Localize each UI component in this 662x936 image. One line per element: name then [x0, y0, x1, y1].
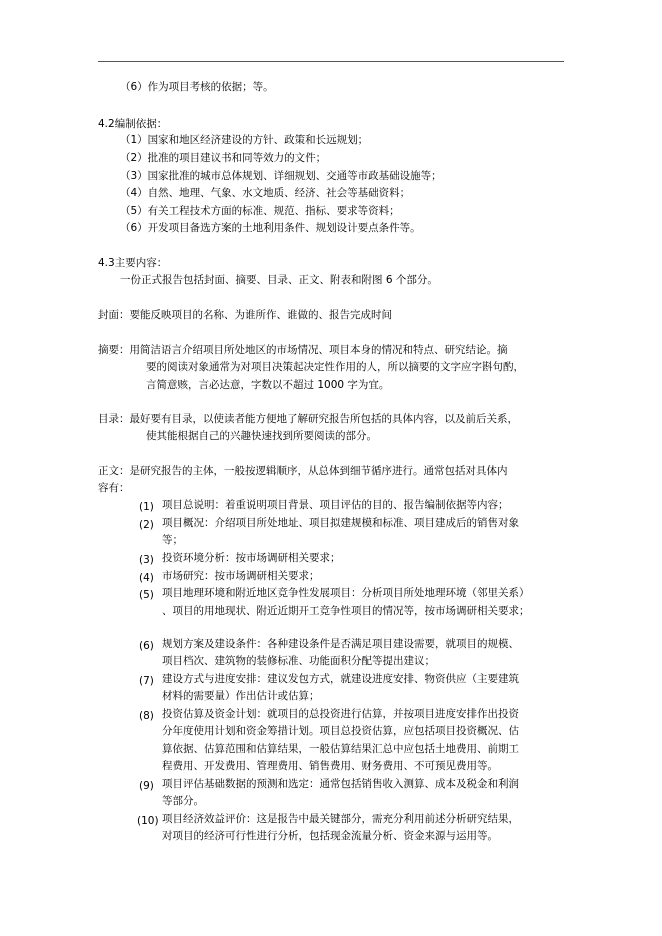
toc-line: 使其能根据自己的兴趣快速找到所要阅读的部分。 — [146, 430, 377, 442]
body-item-line: 项目评估基础数据的预测和选定：通常包括销售收入测算、成本及税金和利润 — [162, 778, 519, 790]
section-4-2-heading: 4.2编制依据： — [98, 118, 168, 130]
body-intro-line: 正文：是研究报告的主体，一般按逻辑顺序，从总体到细节循序进行。通常包括对具体内 — [98, 465, 508, 477]
body-item-line: 市场研究：按市场调研相关要求； — [162, 570, 320, 582]
basis-item: （6）开发项目备选方案的土地利用条件、规划设计要点条件等。 — [120, 222, 421, 234]
toc-line: 目录：最好要有目录，以使读者能方便地了解研究报告所包括的具体内容，以及前后关系， — [98, 413, 518, 425]
body-intro-line: 容有： — [98, 482, 130, 494]
basis-item: （4）自然、地理、气象、水文地质、经济、社会等基础资料； — [120, 187, 411, 199]
intro-item-6: （6）作为项目考核的依据；等。 — [120, 81, 274, 93]
body-item-line: 项目档次、建筑物的装修标准、功能面积分配等提出建议； — [162, 655, 435, 667]
body-item-line: 等； — [162, 534, 183, 546]
body-item-line: 项目地理环境和附近地区竞争性发展项目：分析项目所处地理环境（邻里关系） — [162, 587, 530, 599]
abstract-line: 言简意赅，言必达意，字数以不超过 1000 字为宜。 — [146, 379, 390, 391]
basis-item: （2）批准的项目建议书和同等效力的文件； — [120, 152, 327, 164]
body-item-number: (1) — [139, 501, 154, 513]
body-item-line: 材料的需要量）作出估计或估算； — [162, 690, 320, 702]
body-item-number: (4) — [139, 572, 154, 584]
section-4-3-line: 一份正式报告包括封面、摘要、目录、正文、附表和附图 6 个部分。 — [120, 274, 438, 286]
body-item-line: 算依据、估算范围和估算结果，一般估算结果汇总中应包括土地费用、前期工 — [162, 743, 519, 755]
section-4-3-heading: 4.3主要内容： — [98, 257, 168, 269]
basis-item: （5）有关工程技术方面的标准、规范、指标、要求等资料； — [120, 205, 400, 217]
body-item-number: (6) — [139, 640, 154, 652]
body-item-line: 建设方式与进度安排：建议发包方式，就建设进度安排、物资供应（主要建筑 — [162, 673, 519, 685]
body-item-line: 分年度使用计划和资金筹措计划。项目总投资估算，应包括项目投资概况、估 — [162, 725, 519, 737]
body-item-number: (9) — [139, 780, 154, 792]
body-item-line: 项目概况：介绍项目所处地址、项目拟建规模和标准、项目建成后的销售对象 — [162, 517, 519, 529]
body-item-line: 投资估算及资金计划：就项目的总投资进行估算，并按项目进度安排作出投资 — [162, 708, 519, 720]
cover-paragraph: 封面：要能反映项目的名称、为谁所作、谁做的、报告完成时间 — [98, 309, 392, 321]
body-item-line: 、项目的用地现状、附近近期开工竞争性项目的情况等，按市场调研相关要求； — [162, 605, 530, 617]
body-item-line: 等部分。 — [162, 795, 204, 807]
abstract-line: 摘要：用简洁语言介绍项目所处地区的市场情况、项目本身的情况和特点、研究结论。摘 — [98, 344, 508, 356]
body-item-number: (3) — [139, 554, 154, 566]
header-rule — [98, 61, 564, 62]
body-item-number: (7) — [139, 675, 154, 687]
body-item-number: (2) — [139, 519, 154, 531]
basis-item: （3）国家批准的城市总体规划、详细规划、交通等市政基础设施等； — [120, 170, 442, 182]
body-item-line: 投资环境分析：按市场调研相关要求； — [162, 552, 341, 564]
body-item-line: 项目经济效益评价：这是报告中最关键部分，需充分利用前述分析研究结果， — [162, 813, 519, 825]
basis-item: （1）国家和地区经济建设的方针、政策和长远规划； — [120, 134, 369, 146]
body-item-line: 对项目的经济可行性进行分析，包括现金流量分析、资金来源与运用等。 — [162, 830, 498, 842]
body-item-number: (5) — [139, 589, 154, 601]
body-item-line: 规划方案及建设条件：各种建设条件是否满足项目建设需要，就项目的规模、 — [162, 638, 519, 650]
body-item-line: 程费用、开发费用、管理费用、销售费用、财务费用、不可预见费用等。 — [162, 760, 498, 772]
abstract-line: 要的阅读对象通常为对项目决策起决定性作用的人，所以摘要的文字应字斟句酌， — [146, 361, 524, 373]
body-item-number: (8) — [139, 710, 154, 722]
body-item-number: (10) — [137, 815, 159, 827]
body-item-line: 项目总说明：着重说明项目背景、项目评估的目的、报告编制依据等内容； — [162, 499, 509, 511]
